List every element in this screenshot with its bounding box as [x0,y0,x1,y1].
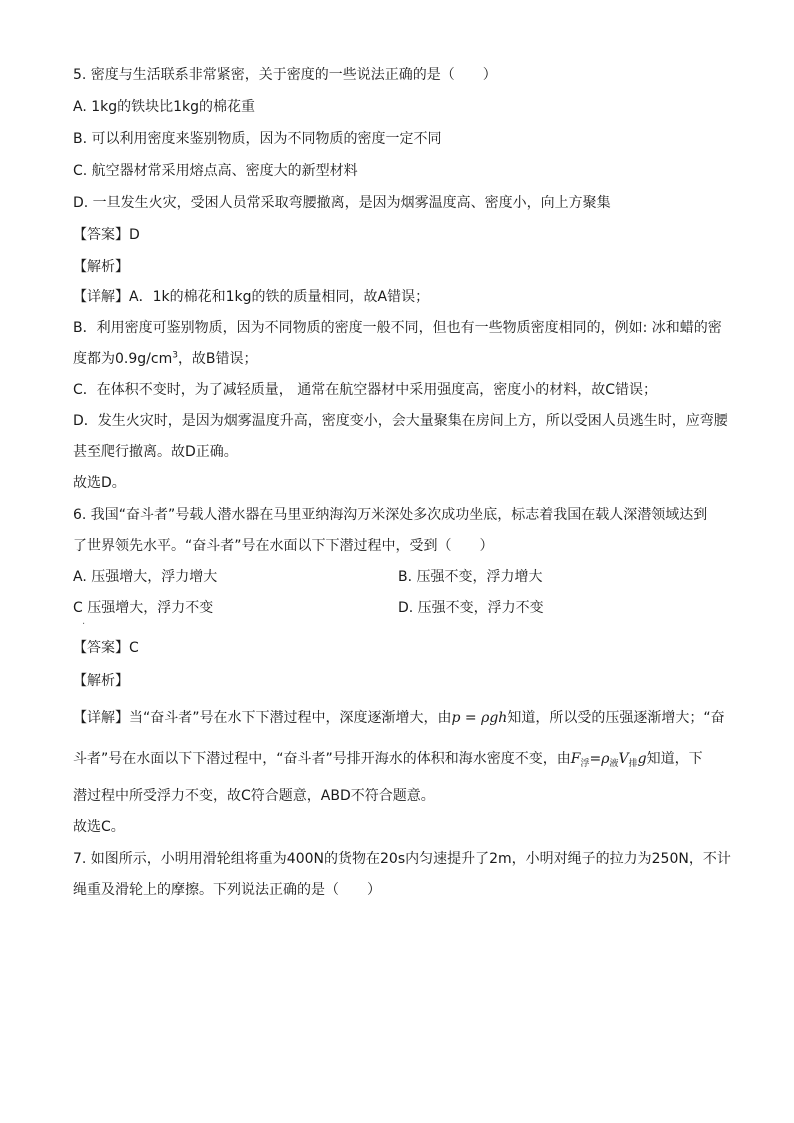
q6-detail-line: 潜过程中所受浮力不变，故C符合题意，ABD不符合题意。 [73,788,435,804]
formula-rho-subscript: 液 [609,759,619,769]
q5-detail-line: B．利用密度可鉴别物质，因为不同物质的密度一般不同，但也有一些物质密度相同的，例如: 冰和蜡的密 [73,320,722,336]
q6-detail-text: 知道，所以受的压强逐渐增大；“奋 [507,710,725,726]
formula-f-subscript: 浮 [580,759,590,769]
q5-option-b: B. 可以利用密度来鉴别物质，因为不同物质的密度一定不同 [73,131,442,147]
q6-detail-line [73,749,703,774]
q6-analysis-heading: 【解析】 [73,673,129,689]
q5-analysis-heading: 【解析】 [73,259,129,275]
q5-answer: 【答案】D [73,227,140,243]
q6-detail-text: 知道，下 [646,751,703,767]
q6-detail-text: 【详解】当“奋斗者”号在水下下潜过程中，深度逐渐增大，由 [73,710,452,726]
stray-dot-mark: · [82,619,86,630]
q5-detail-line: C．在体积不变时，为了减轻质量， 通常在航空器材中采用强度高，密度小的材料，故C错误； [73,382,657,398]
q5-detail-text: ，故B错误； [177,351,258,367]
q6-detail-line [73,708,725,728]
q5-detail-line [73,349,258,369]
q5-detail-line: D．发生火灾时，是因为烟雾温度升高，密度变小，会大量聚集在房间上方，所以受困人员逃生时，应弯腰 [73,413,728,429]
q6-stem: 6. 我国“奋斗者”号载人潜水器在马里亚纳海沟万米深处多次成功坐底，标志着我国在载人深潜领域达到 [73,507,708,523]
q5-option-a: A. 1kg的铁块比1kg的棉花重 [73,99,256,115]
pressure-formula: p = ρgh [451,710,508,726]
q6-answer: 【答案】C [73,640,139,656]
q5-conclusion: 故选D。 [73,475,126,491]
q5-detail-line: 甚至爬行撤离。故D正确。 [73,444,238,460]
q6-conclusion: 故选C。 [73,819,125,835]
q5-option-d: D. 一旦发生火灾，受困人员常采取弯腰撤离，是因为烟雾温度高、密度小，向上方聚集 [73,195,611,211]
q6-detail-text: 斗者”号在水面以下下潜过程中，“奋斗者”号排开海水的体积和海水密度不变，由 [73,751,571,767]
q6-option-a: A. 压强增大，浮力增大 [73,569,218,585]
q5-option-c: C. 航空器材常采用熔点高、密度大的新型材料 [73,163,358,179]
q5-detail-text: 度都为0.9g/cm [73,351,173,367]
q7-stem: 7. 如图所示，小明用滑轮组将重为400N的货物在20s内匀速提升了2m，小明对绳子的拉力为250N，不计 [73,851,731,867]
q5-detail-line: 【详解】A．1k的棉花和1kg的铁的质量相同，故A错误； [73,289,430,305]
q6-option-c: C 压强增大，浮力不变 [73,600,214,616]
q7-stem: 绳重及滑轮上的摩擦。下列说法正确的是（ ） [73,882,381,898]
q5-stem: 5. 密度与生活联系非常紧密，关于密度的一些说法正确的是（ ） [73,67,497,83]
q5-detail-superscript: 3 [172,350,178,361]
q6-option-d: D. 压强不变，浮力不变 [398,600,544,616]
formula-rho: =ρ [589,751,610,767]
buoyancy-formula [571,751,647,767]
q6-stem: 了世界领先水平。“奋斗者”号在水面以下下潜过程中，受到（ ） [73,538,494,554]
formula-f: F [570,751,581,767]
q6-option-b: B. 压强不变，浮力增大 [398,569,543,585]
formula-v: V [618,751,629,767]
formula-v-subscript: 排 [628,759,638,769]
formula-g: g [637,751,647,767]
